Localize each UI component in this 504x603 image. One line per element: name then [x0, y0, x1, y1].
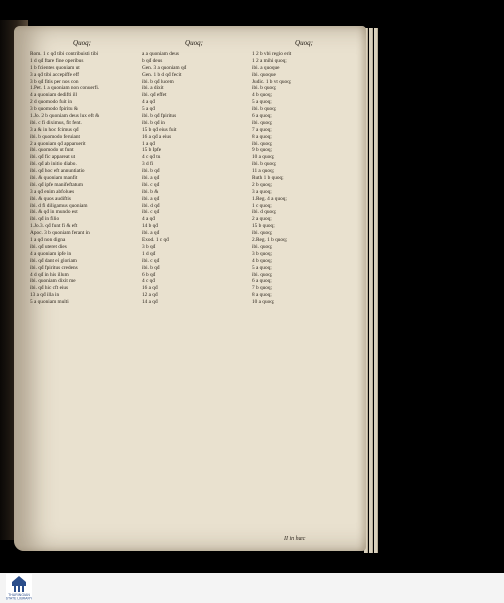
index-entry: Exod. 1 c qđ	[142, 237, 169, 244]
index-entry: ibi. b quomodo feruiant	[30, 133, 81, 140]
index-entry: Ruth 1 b quoq;	[252, 175, 284, 182]
index-entry: 3 b quomodo fpiritu &	[30, 106, 78, 113]
index-entry: 4 a quoniam dedifti ill	[30, 92, 78, 99]
index-entry: 2.Reg. 1 b quoq;	[252, 237, 288, 244]
index-entry: 9 b quoq;	[252, 147, 273, 154]
index-entry: ibi. c qđ	[142, 181, 160, 188]
index-entry: ibi. & qđ in mundo est	[30, 209, 78, 216]
index-entry: ibi. a qđ	[142, 175, 160, 182]
index-entry: ibi. qđ ab initio diabo.	[30, 161, 77, 168]
index-entry: ibi. quomodo ut funt	[30, 147, 74, 154]
index-entry: ibi. qđ effet	[142, 92, 167, 99]
index-entry: 4 c qđ tu	[142, 154, 161, 161]
index-entry: 8 a quoq;	[252, 133, 272, 140]
column-heading: Quoq;	[185, 39, 203, 47]
index-entry: 1 2 b vbi regio erit	[252, 51, 292, 57]
index-entry: 1.Jo.3. qđ funt fi & eft	[30, 223, 78, 230]
index-entry: b qđ deus	[142, 57, 163, 64]
index-entry: 15 b qđ eius fuit	[142, 126, 177, 133]
index-entry: 3 d fi	[142, 161, 154, 168]
logo-caption-line-2: STATE LIBRARY	[6, 596, 32, 600]
index-entry: ibi. c qđ	[142, 257, 160, 264]
index-entry: ibi. quoque	[252, 71, 276, 78]
index-entry: 4 b quoq;	[252, 257, 273, 264]
index-entry: 2 b quoq;	[252, 181, 273, 188]
index-entry: 15 b Ipfe	[142, 147, 162, 154]
index-entry: ibi. c fi diximus, fit fent.	[30, 119, 82, 126]
index-entry: 10 a quoq;	[252, 154, 275, 161]
index-entry: 2 d quomodo fuit in	[30, 99, 73, 106]
index-entry: 1.Jo. 2 b quoniam deus lux eft &	[30, 113, 100, 120]
index-entry: ibi. b quoq;	[252, 85, 277, 92]
index-entry: 12 a qđ	[142, 292, 158, 299]
index-entry: ibi. qđ fic appareat ut	[30, 154, 76, 161]
index-entry: 3 b qđ	[142, 243, 156, 250]
logo-caption-line-1: THURINGIAN	[8, 593, 30, 597]
index-entry: 3 a qđ enim abfolues	[30, 188, 75, 195]
index-entry: ibi. d quoq;	[252, 209, 277, 216]
index-entry: 3 b quoq;	[252, 250, 273, 257]
index-entry: ibi. quoq;	[252, 243, 273, 250]
index-entry: Apoc. 3 b quoniam ferant in	[30, 230, 90, 237]
book-page	[14, 26, 366, 551]
index-entry: ibi. b qđ in	[142, 119, 165, 126]
index-entry: ibi. b qđ	[142, 264, 160, 271]
index-entry: ibi. qđ fpiritus credens	[30, 264, 78, 271]
index-entry: ibi. b &	[142, 188, 159, 195]
index-entry: ibi. a dixit	[142, 85, 164, 92]
column-heading: Quoq;	[73, 39, 91, 47]
index-entry: ibi. & quoniam manfit	[30, 175, 78, 182]
index-entry: 5 a quoq;	[252, 264, 272, 271]
index-entry: 6 b qđ	[142, 271, 156, 278]
index-entry: 7 b quoq;	[252, 285, 273, 292]
index-entry: 6 a quoq;	[252, 278, 272, 285]
index-entry: ibi. b qđ fpiritus	[142, 113, 177, 120]
column-lines	[30, 51, 134, 306]
index-entry: 11 a quoq;	[252, 168, 275, 175]
index-entry: 3 b qđ fitis per nos con	[30, 78, 79, 85]
index-entry: 5 a qđ	[142, 106, 155, 113]
index-entry: 4 a quoniam ipfe in	[30, 250, 72, 257]
index-entry: 7 a quoq;	[252, 126, 272, 133]
index-entry: 4 b quoq;	[252, 92, 273, 99]
column-heading: Quoq;	[295, 39, 313, 47]
index-entry: 1 c quoq;	[252, 202, 272, 209]
viewer-footer-bar	[0, 573, 504, 603]
column-lines	[142, 51, 246, 306]
index-entry: 4 c qđ	[142, 278, 155, 285]
column-lines	[252, 51, 356, 306]
index-entry: 1 b fcientes quoniam ut	[30, 64, 80, 71]
index-entry: 1 d qđ ftare fine operibus	[30, 57, 84, 64]
index-entry: 1 d qđ	[142, 250, 156, 257]
index-entry: 14 a qđ	[142, 299, 158, 306]
index-entry: 2 a quoniam qđ apparuerit	[30, 140, 86, 147]
index-entry: ibi. quoniam dixit me	[30, 278, 76, 285]
index-entry: 15 b quoq;	[252, 223, 275, 230]
index-entry: ibi. d qđ	[142, 202, 160, 209]
index-entry: ibi. & quos audiftis	[30, 195, 71, 202]
index-entry: ibi. b quoq;	[252, 161, 277, 168]
index-entry: ibi. b qđ	[142, 168, 160, 175]
page-edge	[374, 28, 378, 553]
index-entry: ibi. quoq;	[252, 140, 273, 147]
index-entry: 4 a qđ	[142, 99, 155, 106]
index-entry: 5 a quoq;	[252, 99, 272, 106]
index-entry: 14 b qđ	[142, 223, 158, 230]
index-entry: ibi. b quoq;	[252, 106, 277, 113]
index-entry: Gen. 3 a quoniam qđ	[142, 64, 187, 71]
index-entry: ibi. a qđ	[142, 230, 160, 237]
index-entry: 13 a qđ illa in	[30, 292, 60, 299]
index-entry: 1 a qđ	[142, 140, 155, 147]
index-column-1	[30, 40, 134, 306]
index-entry: ibi. qđ dant ei gloriam	[30, 257, 77, 264]
index-entry: Gen. 1 b d qđ fecit	[142, 71, 182, 78]
index-entry: 8 a quoq;	[252, 292, 272, 299]
index-entry: ibi. qđ hic cft eius	[30, 285, 69, 292]
index-entry: ibi. quoq;	[252, 119, 273, 126]
page-edge	[369, 28, 373, 553]
library-logo-icon	[6, 574, 32, 600]
index-entry: ibi. qđ ipfe manifeftatum	[30, 181, 83, 188]
index-column-2	[142, 40, 246, 306]
index-entry: ibi. quoq;	[252, 230, 273, 237]
index-entry: 5 a quoniam multi	[30, 299, 69, 306]
index-column-3	[252, 40, 356, 306]
index-entry: ibi. quoq;	[252, 271, 273, 278]
index-entry: a a quoniam deus	[142, 51, 179, 57]
index-entry: Rom. 1 c qđ tibi contribuisti tibi	[30, 51, 99, 57]
index-entry: 4 a qđ	[142, 216, 155, 223]
index-entry: 16 a qđ a eius	[142, 133, 172, 140]
index-entry: 3 a qđ tibi accepiffe eff	[30, 71, 80, 78]
index-entry: 1 a qđ non digna	[30, 237, 66, 244]
index-entry: 3 a quoq;	[252, 188, 272, 195]
index-entry: ibi. b qđ lucem	[142, 78, 174, 85]
index-entry: 1.Pet. 1 a quoniam non conuerfi.	[30, 85, 100, 92]
index-entry: 4 d qđ in his illum	[30, 271, 69, 278]
index-entry: ibi. qđ uteret dies	[30, 243, 67, 250]
index-entry: ibi. d fi diligamus quoniam	[30, 202, 88, 209]
index-entry: ibi. c qđ	[142, 209, 160, 216]
index-entry: 3 a & in hoc fcimus qđ	[30, 126, 79, 133]
index-entry: Judic. 1 b vt quoq;	[252, 78, 292, 85]
catchword: II in hæc	[284, 536, 306, 542]
index-entry: 1.Reg. 4 a quoq;	[252, 195, 287, 202]
index-entry: 1 2 a mihi quoq;	[252, 57, 287, 64]
index-entry: 16 a qđ	[142, 285, 158, 292]
index-entry: ibi. qđ in filio	[30, 216, 60, 223]
index-entry: ibi. a quoque	[252, 64, 280, 71]
index-entry: 10 a quoq;	[252, 299, 275, 306]
index-entry: ibi. qđ hoc eft annuntiatio	[30, 168, 85, 175]
index-entry: ibi. a qđ	[142, 195, 160, 202]
index-entry: 6 a quoq;	[252, 113, 272, 120]
index-entry: 2 a quoq;	[252, 216, 272, 223]
